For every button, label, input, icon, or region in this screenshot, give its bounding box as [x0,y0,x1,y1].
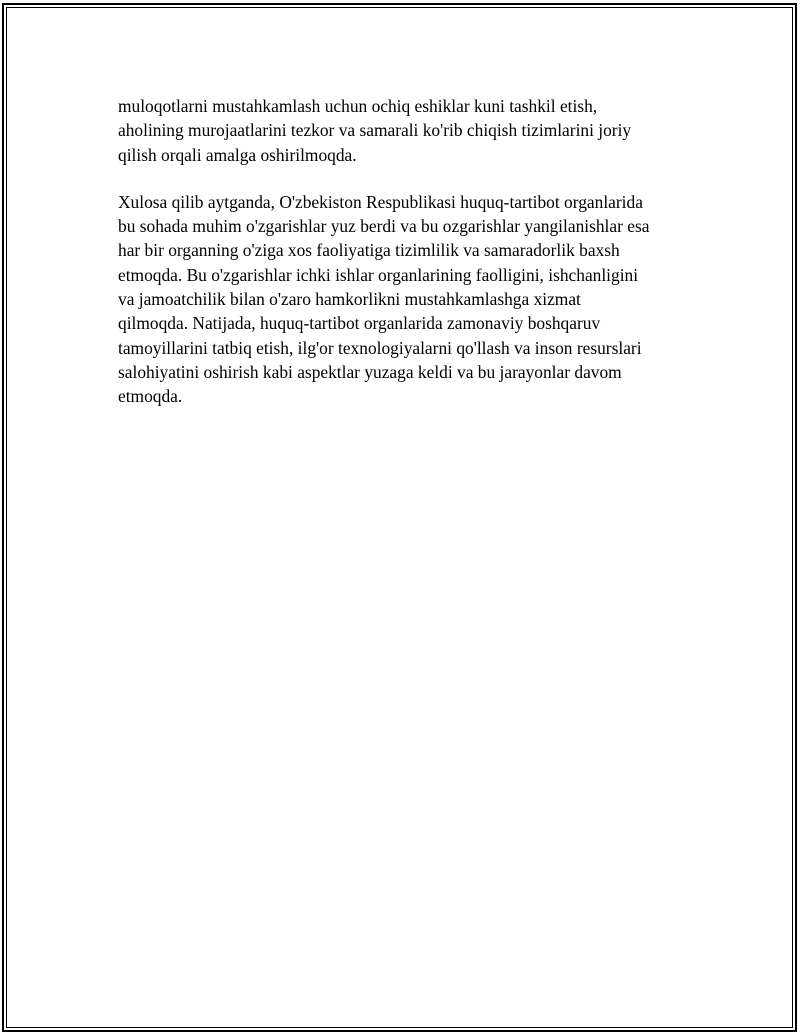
paragraph-1 [118,94,693,167]
text-line: qilmoqda. Natijada, huquq-tartibot organlarida zamonaviy boshqaruv [118,313,601,334]
text-line: qilish orqali amalga oshirilmoqda. [118,144,357,165]
text-line: aholining murojaatlarini tezkor va samarali ko'rib chiqish tizimlarini joriy [118,120,632,141]
text-line: bu sohada muhim o'zgarishlar yuz berdi va bu ozgarishlar yangilanishlar esa [118,216,650,237]
text-line: tamoyillarini tatbiq etish, ilg'or texnologiyalarni qo'llash va inson resurslari [118,337,642,358]
text-line: Xulosa qilib aytganda, O'zbekiston Respublikasi huquq-tartibot organlarida [118,191,643,212]
document-body [118,94,693,432]
text-line: salohiyatini oshirish kabi aspektlar yuzaga keldi va bu jarayonlar davom [118,361,622,382]
paragraph-2 [118,190,693,409]
text-line: etmoqda. Bu o'zgarishlar ichki ishlar organlarining faolligini, ishchanligini [118,264,639,285]
text-line: etmoqda. [118,386,183,407]
text-line: va jamoatchilik bilan o'zaro hamkorlikni mustahkamlashga xizmat [118,289,581,310]
text-line: muloqotlarni mustahkamlash uchun ochiq eshiklar kuni tashkil etish, [118,96,598,116]
text-line: har bir organning o'ziga xos faoliyatiga tizimlilik va samaradorlik baxsh [118,240,620,261]
